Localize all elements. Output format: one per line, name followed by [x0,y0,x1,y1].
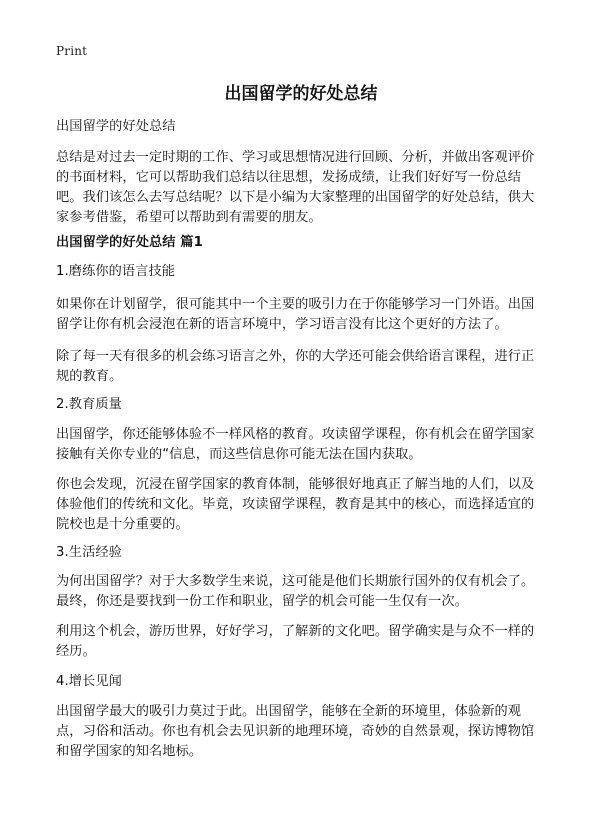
section-3-paragraph-1: 为何出国留学？对于大多数学生来说，这可能是他们长期旅行国外的仅有机会了。最终，你还是要找到一份工作和职业，留学的机会可能一生仅有一次。 [56,574,535,609]
print-label: Print [56,44,88,58]
section-2-paragraph-2: 你也会发现，沉浸在留学国家的教育体制，能够很好地真正了解当地的人们，以及体验他们的传统和文化。毕竟，攻读留学课程，教育是其中的核心，而选择适宜的院校也是十分重要的。 [56,477,535,532]
section-2-paragraph-1: 出国留学，你还能够体验不一样风格的教育。攻读留学课程，你有机会在留学国家接触有关你专业的“信息，而这些信息你可能无法在国内获取。 [56,427,535,462]
section-heading: 出国留学的好处总结 篇1 [56,235,203,250]
page-title: 出国留学的好处总结 [224,84,378,104]
section-2-heading: 2.教育质量 [56,397,122,412]
section-3-heading: 3.生活经验 [56,545,122,560]
section-4-paragraph-1: 出国留学最大的吸引力莫过于此。出国留学，能够在全新的环境里，体验新的观点，习俗和活动。你也有机会去见识新的地理环境，奇妙的自然景观，探访博物馆和留学国家的知名地标。 [56,704,535,759]
intro-paragraph: 总结是对过去一定时期的工作、学习或思想情况进行回顾、分析，并做出客观评价的书面材料，它可以帮助我们总结以往思想，发扬成绩，让我们好好写一份总结吧。我们该怎么去写总结呢？以下是小编为大家整理的出国留学的好处总结，供大家参考借鉴，希望可以帮助到有需要的朋友。 [56,150,535,225]
section-1-paragraph-1: 如果你在计划留学，很可能其中一个主要的吸引力在于你能够学习一门外语。出国留学让你有机会浸泡在新的语言环境中，学习语言没有比这个更好的方法了。 [56,297,535,332]
document-subtitle: 出国留学的好处总结 [56,119,176,134]
section-1-paragraph-2: 除了每一天有很多的机会练习语言之外，你的大学还可能会供给语言课程，进行正规的教育。 [56,349,535,384]
section-4-heading: 4.增长见闻 [56,674,122,689]
section-1-heading: 1.磨练你的语言技能 [56,264,176,279]
section-3-paragraph-2: 利用这个机会，游历世界，好好学习，了解新的文化吧。留学确实是与众不一样的经历。 [56,624,535,659]
